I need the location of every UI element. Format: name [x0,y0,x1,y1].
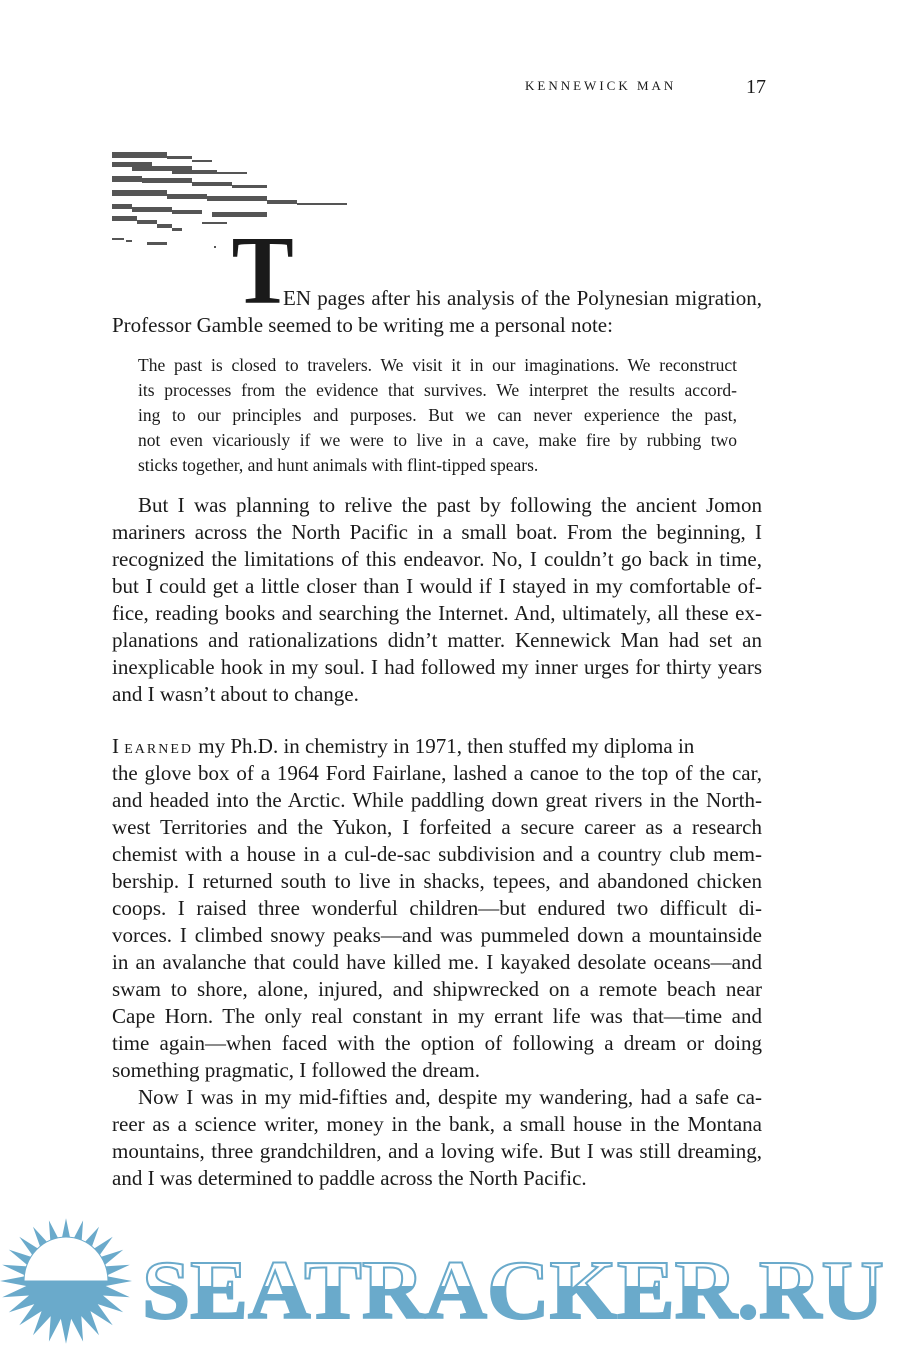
text-line: vorces. I climbed snowy peaks—and was pummeled down a mountainside [112,923,762,947]
text-line: coops. I raised three wonderful children—but endured two difficult di- [112,896,762,920]
drop-cap: T [231,217,294,325]
text-line: and headed into the Arctic. While paddling down great rivers in the North- [112,788,762,812]
text-line: time again—when faced with the option of following a dream or doing [112,1031,762,1055]
seatracker-watermark [0,1215,900,1350]
text-line: in an avalanche that could have killed me. I kayaked desolate oceans—and [112,950,762,974]
text-line: inexplicable hook in my soul. I had followed my inner urges for thirty years [112,655,762,679]
text-line: swam to shore, alone, injured, and shipwrecked on a remote beach near [112,977,762,1001]
text-line: Professor Gamble seemed to be writing me a personal note: [112,313,613,337]
section-lead-rest: my Ph.D. in chemistry in 1971, then stuffed my diploma in [198,734,695,758]
text-line: planations and rationalizations didn’t matter. Kennewick Man had set an [112,628,762,652]
text-line: the glove box of a 1964 Ford Fairlane, lashed a canoe to the top of the car, [112,761,762,785]
text-line: mariners across the North Pacific in a small boat. From the beginning, I [112,520,762,544]
text-line: mountains, three grandchildren, and a loving wife. But I was still dreaming, [112,1139,762,1163]
quote-line: not even vicariously if we were to live in a cave, make fire by rubbing two [138,430,737,450]
running-head: KENNEWICK MAN [525,78,677,93]
text-line: Now I was in my mid-fifties and, despite my wandering, had a safe ca- [138,1085,762,1109]
sun-icon [0,1218,132,1343]
text-line: recognized the limitations of this endeavor. No, I couldn’t go back in time, [112,547,762,571]
text-line [112,733,762,763]
text-line: and I was determined to paddle across the North Pacific. [112,1166,587,1190]
section-lead: I [112,734,119,758]
text-line: but I could get a little closer than I would if I stayed in my comfortable of- [112,574,762,598]
text-line: and I wasn’t about to change. [112,682,359,706]
quote-line: ing to our principles and purposes. But we can never experience the past, [138,405,737,425]
quote-line: sticks together, and hunt animals with flint-tipped spears. [138,455,539,475]
text-line: Cape Horn. The only real constant in my errant life was that—time and [112,1004,762,1028]
text-line: bership. I returned south to live in shacks, tepees, and abandoned chicken [112,869,762,893]
watermark-text: SEATRACKER.RU [142,1244,885,1337]
section-lead-smallcaps: EARNED [124,742,194,757]
text-line: But I was planning to relive the past by following the ancient Jomon [138,493,762,517]
text-line: something pragmatic, I followed the dream. [112,1058,480,1082]
quote-line: The past is closed to travelers. We visit it in our imaginations. We reconstruct [138,355,737,375]
text-line: EN pages after his analysis of the Polynesian migration, [283,286,762,310]
text-line: west Territories and the Yukon, I forfeited a secure career as a research [112,815,762,839]
quote-line: its processes from the evidence that survives. We interpret the results accord- [138,380,737,400]
text-line: fice, reading books and searching the Internet. And, ultimately, all these ex- [112,601,762,625]
text-line: chemist with a house in a cul-de-sac subdivision and a country club mem- [112,842,762,866]
page-number: 17 [746,76,766,98]
text-line: reer as a science writer, money in the bank, a small house in the Montana [112,1112,762,1136]
